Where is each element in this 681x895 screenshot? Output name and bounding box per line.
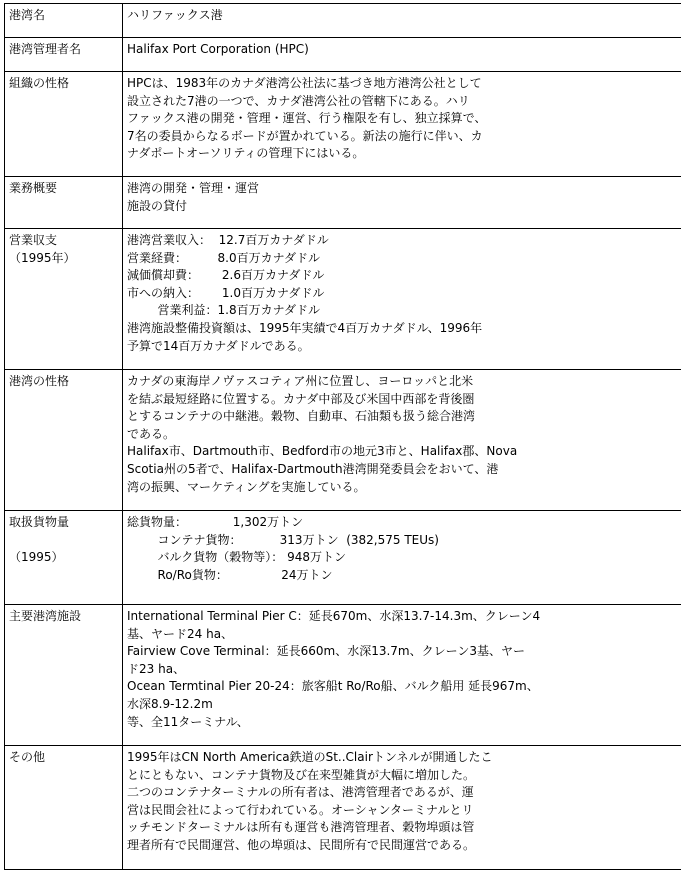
row-business-overview bbox=[5, 177, 681, 229]
label-main-facilities: 主要港湾施設 bbox=[5, 605, 123, 746]
value-port-authority: Halifax Port Corporation (HPC) bbox=[123, 38, 681, 72]
value-port-character: カナダの東海岸ノヴァスコティア州に位置し、ヨーロッパと北米 を結ぶ最短経路に位置する。カナダ中部及び米国中西部を背後圏 とするコンテナの中継港。穀物、自動車、石油類も扱う総合港湾 である。 Halifax市、Dartmouth市、Bedford市の地元3市と、Halifax郡、Nova Scotia州の5者で、Halifax-Dartmouth港湾開発委員会をおいて、港 湾の振興、マーケティングを実施している。 bbox=[123, 370, 681, 511]
row-port-character bbox=[5, 370, 681, 511]
port-info-table bbox=[4, 3, 681, 870]
label-port-name: 港湾名 bbox=[5, 4, 123, 38]
label-business-overview: 業務概要 bbox=[5, 177, 123, 229]
row-main-facilities bbox=[5, 605, 681, 746]
label-port-character: 港湾の性格 bbox=[5, 370, 123, 511]
row-other bbox=[5, 746, 681, 870]
row-operating-balance bbox=[5, 229, 681, 370]
row-cargo-volume bbox=[5, 511, 681, 605]
label-port-authority: 港湾管理者名 bbox=[5, 38, 123, 72]
value-organization: HPCは、1983年のカナダ港湾公社法に基づき地方港湾公社として 設立された7港の一つで、カナダ港湾公社の管轄下にある。ハリ ファックス港の開発・管理・運営、行う権限を有し、独立採算で、 7名の委員からなるボードが置かれている。新法の施行に伴い、カ ナダポートオーソリティの管理下にはいる。 bbox=[123, 72, 681, 177]
value-cargo-volume: 総貨物量： 1,302万トン コンテナ貨物： 313万トン (382,575 TEUs) バルク貨物（穀物等）： 948万トン Ro/Ro貨物： 24万トン bbox=[123, 511, 681, 605]
value-main-facilities: International Terminal Pier C：延長670m、水深13.7-14.3m、クレーン4 基、ヤード24 ha、 Fairview Cove Terminal：延長660m、水深13.7m、クレーン3基、ヤー ド23 ha、 Ocean Termtinal Pier 20-24：旅客船t Ro/Ro船、バルク船用 延長967m、 水深8.9-12.2m 等、全11ターミナル、 bbox=[123, 605, 681, 746]
label-cargo-volume: 取扱貨物量 （1995） bbox=[5, 511, 123, 605]
label-operating-balance: 営業収支 （1995年） bbox=[5, 229, 123, 370]
value-business-overview: 港湾の開発・管理・運営 施設の貸付 bbox=[123, 177, 681, 229]
value-port-name: ハリファックス港 bbox=[123, 4, 681, 38]
label-other: その他 bbox=[5, 746, 123, 870]
row-organization bbox=[5, 72, 681, 177]
row-port-name bbox=[5, 4, 681, 38]
row-port-authority bbox=[5, 38, 681, 72]
value-operating-balance: 港湾営業収入： 12.7百万カナダドル 営業経費： 8.0百万カナダドル 減価償却費： 2.6百万カナダドル 市への納入： 1.0百万カナダドル 営業利益：1.8百万カナダドル 港湾施設整備投資額は、1995年実績で4百万カナダドル、1996年 予算で14百万カナダドルである。 bbox=[123, 229, 681, 370]
label-organization: 組織の性格 bbox=[5, 72, 123, 177]
value-other: 1995年はCN North America鉄道のSt..Clairトンネルが開通したこ とにともない、コンテナ貨物及び在来型雑貨が大幅に増加した。 二つのコンテナターミナルの所有者は、港湾管理者であるが、運 営は民間会社によって行われている。オーシャンターミナルとリ ッチモンドターミナルは所有も運営も港湾管理者、穀物埠頭は管 理者所有で民間運営、他の埠頭は、民間所有で民間運営である。 bbox=[123, 746, 681, 870]
